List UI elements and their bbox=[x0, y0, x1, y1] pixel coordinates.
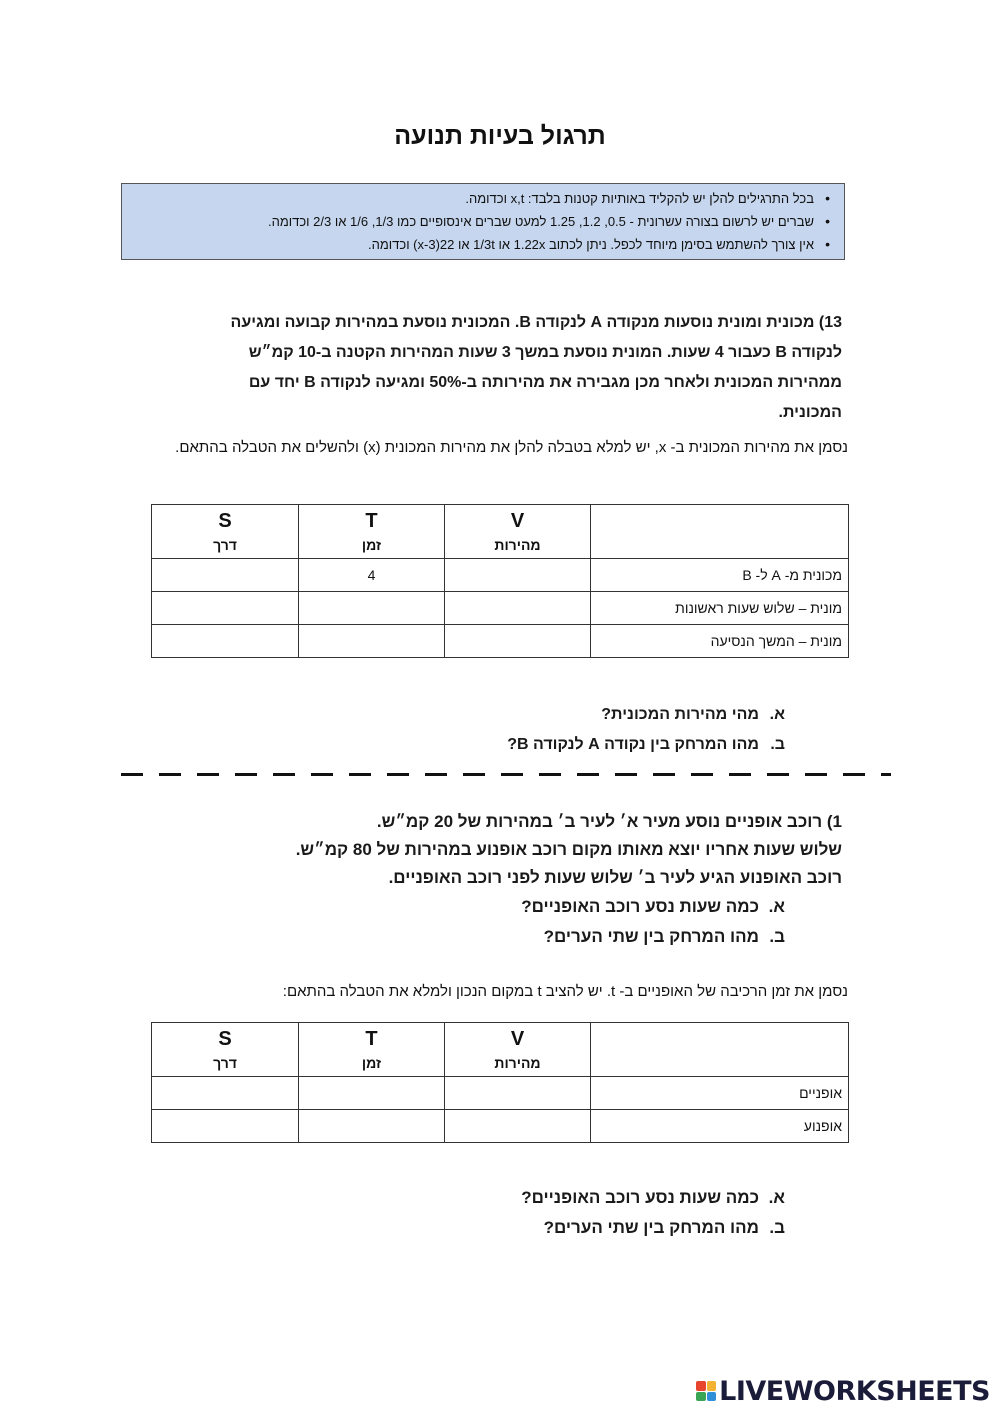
column-header-time: T זמן bbox=[299, 505, 445, 559]
time-answer-cell[interactable] bbox=[299, 1077, 445, 1110]
instruction-note: • שברים יש לרשום בצורה עשרונית - 0.5, 1.2, 1.25 למעט שברים אינסופיים כמו 1/3, 1/6 או 2/3 וכדומה. bbox=[122, 210, 830, 233]
row-label: מונית – שלוש שעות ראשונות bbox=[591, 592, 849, 625]
column-header-speed: V מהירות bbox=[445, 1023, 591, 1077]
table-row bbox=[152, 592, 849, 625]
problem-13-text bbox=[172, 308, 842, 428]
problem-line: המכונית. bbox=[778, 404, 842, 421]
column-header-distance: S דרך bbox=[152, 505, 299, 559]
time-answer-cell[interactable] bbox=[299, 625, 445, 658]
question-list bbox=[225, 1183, 785, 1243]
section-divider bbox=[121, 773, 891, 776]
speed-answer-cell[interactable] bbox=[445, 1110, 591, 1143]
table-row bbox=[152, 1110, 849, 1143]
column-header-speed: V מהירות bbox=[445, 505, 591, 559]
logo-text: LIVEWORKSHEETS bbox=[719, 1375, 990, 1407]
question-item: ב.מהו המרחק בין שתי הערים? bbox=[543, 927, 785, 946]
distance-answer-cell[interactable] bbox=[152, 1110, 299, 1143]
problem-1-instruction: נסמן את זמן הרכיבה של האופניים ב- t. יש להציב t במקום הנכון ולמלא את הטבלה בהתאם: bbox=[282, 983, 848, 1000]
question-item: א.מהי מהירות המכונית? bbox=[601, 706, 785, 723]
question-list bbox=[225, 700, 785, 760]
row-label: אופניים bbox=[591, 1077, 849, 1110]
speed-answer-cell[interactable] bbox=[445, 592, 591, 625]
row-label: מונית – המשך הנסיעה bbox=[591, 625, 849, 658]
problem-line: ממהירות המכונית ולאחר מכן מגבירה את מהירותה ב-50% ומגיעה לנקודה B יחד עם bbox=[248, 374, 842, 391]
problem-1-text bbox=[152, 808, 842, 892]
speed-answer-cell[interactable] bbox=[445, 1077, 591, 1110]
instruction-note: • אין צורך להשתמש בסימן מיוחד לכפל. ניתן לכתוב 1.22x או 1/3t או 22(x-3) וכדומה. bbox=[122, 233, 830, 256]
speed-answer-cell[interactable] bbox=[445, 559, 591, 592]
time-answer-cell[interactable] bbox=[299, 592, 445, 625]
problem-13-table bbox=[151, 504, 849, 658]
speed-answer-cell[interactable] bbox=[445, 625, 591, 658]
problem-line: רוכב האופנוע הגיע לעיר ב׳ שלוש שעות לפני רוכב האופניים. bbox=[388, 868, 842, 887]
problem-line: לנקודה B כעבור 4 שעות. המונית נוסעת במשך 3 שעות המהירות הקטנה ב-10 קמ״ש bbox=[248, 344, 842, 361]
distance-answer-cell[interactable] bbox=[152, 559, 299, 592]
instructions-box bbox=[121, 183, 845, 260]
table-corner-cell bbox=[591, 505, 849, 559]
table-row bbox=[152, 559, 849, 592]
table-row bbox=[152, 1077, 849, 1110]
question-item: ב.מהו המרחק בין שתי הערים? bbox=[543, 1218, 785, 1237]
distance-answer-cell[interactable] bbox=[152, 592, 299, 625]
time-answer-cell: 4 bbox=[299, 559, 445, 592]
row-label: מכונית מ- A ל- B bbox=[591, 559, 849, 592]
distance-answer-cell[interactable] bbox=[152, 625, 299, 658]
row-label: אופנוע bbox=[591, 1110, 849, 1143]
column-header-distance: S דרך bbox=[152, 1023, 299, 1077]
problem-1-table bbox=[151, 1022, 849, 1143]
time-answer-cell[interactable] bbox=[299, 1110, 445, 1143]
question-item: ב.מהו המרחק בין נקודה A לנקודה B? bbox=[507, 736, 785, 753]
problem-13-instruction: נסמן את מהירות המכונית ב- x, יש למלא בטבלה להלן את מהירות המכונית (x) ולהשלים את הטבלה בהתאם. bbox=[175, 439, 848, 456]
table-row bbox=[152, 625, 849, 658]
column-header-time: T זמן bbox=[299, 1023, 445, 1077]
distance-answer-cell[interactable] bbox=[152, 1077, 299, 1110]
problem-line: שלוש שעות אחריו יוצא מאותו מקום רוכב אופנוע במהירות של 80 קמ״ש. bbox=[295, 840, 842, 859]
problem-line: 13) מכונית ומונית נוסעות מנקודה A לנקודה B. המכונית נוסעת במהירות קבועה ומגיעה bbox=[230, 314, 842, 331]
instruction-note: • בכל התרגילים להלן יש להקליד באותיות קטנות בלבד: x,t וכדומה. bbox=[122, 187, 830, 210]
question-item: א.כמה שעות נסע רוכב האופניים? bbox=[521, 897, 785, 916]
logo-mark-icon bbox=[696, 1381, 716, 1401]
question-item: א.כמה שעות נסע רוכב האופניים? bbox=[521, 1188, 785, 1207]
subquestion-list bbox=[225, 892, 785, 952]
problem-line: 1) רוכב אופניים נוסע מעיר א׳ לעיר ב׳ במהירות של 20 קמ״ש. bbox=[376, 812, 842, 831]
table-corner-cell bbox=[591, 1023, 849, 1077]
page-title: תרגול בעיות תנועה bbox=[394, 122, 606, 150]
liveworksheets-logo bbox=[696, 1375, 990, 1407]
